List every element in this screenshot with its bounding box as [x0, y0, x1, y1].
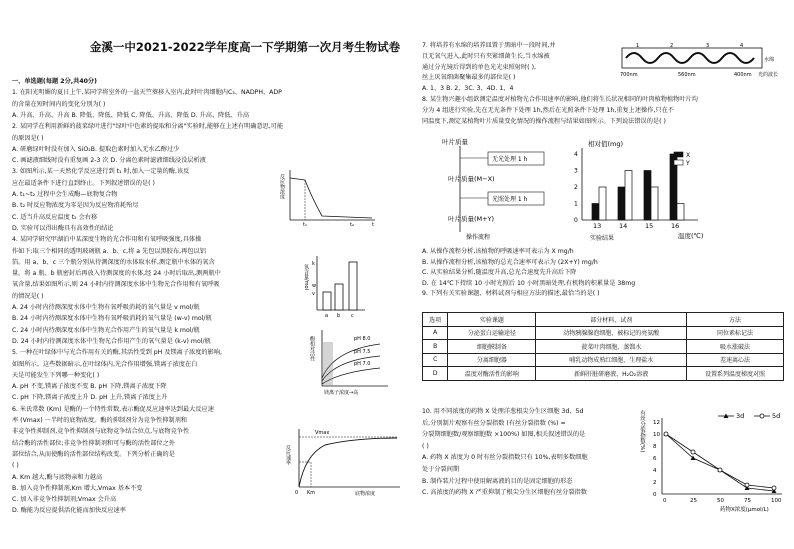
x-tick-label: 100: [771, 498, 782, 504]
legend-swatch-y: [674, 160, 683, 165]
q6-ylabel: 反应速率: [285, 445, 291, 465]
q6-zero: 0: [295, 490, 299, 496]
q8-option-line: 9. 下列有关实验课题、材料试剂与相应方法的描述,最恰当的是( ): [422, 290, 600, 298]
x-tick-label: 0: [663, 498, 667, 504]
y-tick-label: 1: [574, 200, 578, 208]
x-axis-label: 药物X浓度(μmol/L): [720, 507, 769, 513]
table-row: [423, 326, 784, 340]
q4-bar-b: b: [337, 313, 341, 319]
y-tick-label: 8: [653, 444, 657, 450]
q4-bar-a: a: [325, 313, 329, 319]
q4-tick-k: k: [312, 261, 315, 267]
table-cell: 差速离心法: [687, 353, 784, 367]
question-text-line: 3. 如图所示,某一天然化学反应进行到 t₁ 时,加入一定量的酶,该反: [12, 168, 190, 176]
x-tick-label: 16: [671, 222, 680, 230]
q9-table: [422, 312, 784, 381]
q10-text-line: ( ): [422, 442, 429, 450]
table-cell: 细胞膜制备: [448, 340, 536, 354]
table-cell: 菠菜叶肉细胞、蒸馏水: [536, 340, 687, 354]
q10-text-line: A. 药物 X 浓度为 0 时有丝分裂指数只有 10%,表明多数细胞: [422, 454, 588, 462]
question-text-line: 1. 在阳光明媚的夏日上午,某同学将室外的一盆天竺葵移入室内,此时叶肉细胞内C₃、NADPH、ADP: [12, 89, 282, 97]
table-cell: B: [423, 340, 448, 354]
x-tick-label: 25: [690, 498, 697, 504]
q5-curve-ph7: pH 7.0: [354, 361, 371, 367]
q8-option-line: D. 在 14℃下持续 10 小时光照后 10 小时黑暗处理,有机物的积累量是 38mg: [422, 279, 636, 287]
series-line-3d: [666, 434, 774, 491]
table-header-cell: 实验课题: [448, 313, 536, 327]
table-header-cell: 方法: [687, 313, 784, 327]
y-tick-label: 2: [574, 184, 578, 191]
bar-y: [599, 187, 606, 220]
question-text-line: 的含量在短时间内的变化分别为( ): [12, 100, 106, 108]
q8-option-line: A. 从操作流程分析,该植物的呼吸速率可表示为 X mg/h: [422, 248, 574, 255]
question-text-line: C. 适当升高反应温度 t₂ 会右移: [12, 213, 98, 221]
table-cell: 设置系列温度梯度对照: [687, 367, 784, 381]
question-text-line: 率 (Vmax) 一半时的底物浓度。酶的抑制剂分为竞争性抑制剂和: [12, 417, 187, 424]
point-5d: [772, 486, 776, 490]
y-tick-label: 12: [653, 420, 660, 426]
q5-enzyme-activity-figure: [310, 328, 390, 398]
question-text-line: 分为 4 组进行实验,先在无光条件下处理 1h,然后在光照条件下处理 1h,重复上述操作,只在不: [422, 106, 674, 114]
legend-label-y: Y: [686, 160, 690, 167]
q8-flow-figure: [432, 136, 547, 242]
q8-flow-step-5: 叶片质量(M+Y): [448, 215, 495, 223]
q8-flow-caption: 操作流程: [466, 234, 491, 241]
question-text-line: C. 24 小时内待测深度水体中生物光合作用产生的氧气量是 k mol/瓶: [12, 326, 200, 334]
q10-text-line: C. 高浓度的药物 X 严重抑制了根尖分生区细胞有丝分裂指数: [422, 489, 587, 497]
legend-label-3d: 3d: [736, 412, 745, 420]
y-axis-label: 有丝分裂指数(%): [639, 410, 645, 453]
question-text-line: 如图所示。这些数据暗示,在叶绿体内,光合作用增强,镁离子浓度在白: [12, 360, 198, 368]
bar-y: [651, 187, 658, 220]
table-row: [423, 367, 784, 381]
table-cell: 分泌蛋白运输途径: [448, 326, 536, 340]
q3-t: t: [372, 222, 374, 228]
q7-num-1: 1: [636, 43, 640, 49]
q6-xlabel: 底物浓度: [355, 491, 376, 497]
q6-km-figure: [285, 425, 405, 500]
question-text-line: A. 1、3 B. 2、3C. 3、4D. 1、4: [422, 85, 514, 93]
question-text-line: 量。将 a 瓶、b 瓶密封后再放入待测深度的水体,经 24 小时后取出,测两瓶中: [12, 270, 221, 278]
x-tick-label: 50: [717, 498, 724, 504]
table-cell: 动物胰腺腺泡细胞、被标记的亮氨酸: [536, 326, 687, 340]
result-caption: 实验结果: [590, 235, 615, 242]
question-text-line: A. 升高、升高、升高 B. 降低、降低、降低 C. 降低、升高、降低 D. 升高、降低、升高: [12, 111, 250, 119]
q7-label-560: 560nm: [678, 72, 696, 78]
table-cell: 温度对酶活性的影响: [448, 367, 536, 381]
question-text-line: B. 24 小时内待测深度水体中生物有氧呼吸消耗的氧气量是 (w-v) mol/瓶: [12, 315, 212, 323]
x-tick-label: 14: [619, 222, 628, 230]
table-header-row: [423, 313, 784, 327]
q7-label-400: 400nm: [734, 72, 752, 78]
q4-ylabel: 氧含量/mol: [303, 264, 309, 291]
legend-label-x: X: [686, 152, 691, 159]
q10-text-line: 分裂期细胞数/观察细胞数 ×100%) 如图,相关叙述错误的是: [422, 431, 586, 439]
question-text-line: B. 加入竞争性抑制剂,Km 增大,Vmax 基本不变: [12, 484, 143, 492]
q3-reaction-curve-figure: [280, 168, 380, 228]
table-header-cell: 选项: [423, 313, 448, 327]
q4-oxygen-bar-figure: [303, 254, 367, 320]
question-text-line: 4. 某同学研究甲湖泊中某深度生物的光合作用和有氧呼吸强度,具体操: [12, 236, 202, 244]
question-text-line: 7. 将培养有水绵的培养皿置于黑暗中一段时间,并: [422, 42, 556, 49]
y-tick-label: 4: [653, 468, 657, 474]
y-tick-label: 3: [574, 167, 578, 175]
table-cell: 同位素标记法: [687, 326, 784, 340]
legend-marker-5d: [760, 414, 764, 418]
point-5d: [745, 483, 749, 487]
x-axis-label: 温度(℃): [678, 232, 704, 240]
bar-x: [618, 187, 625, 220]
bar-x: [644, 171, 651, 221]
y-axis-label: 相对值(mg): [588, 140, 624, 148]
table-cell: A: [423, 326, 448, 340]
question-text-line: C. 画滤液细线时没有重复画 2-3 次 D. 分离色素时滤液细线浸没层析液: [12, 157, 206, 165]
question-text-line: 应在最适条件下进行直到终止。下列叙述错误的是( ): [12, 179, 155, 187]
q7-note-wavelength: 光的波长: [758, 72, 779, 78]
legend-label-5d: 5d: [772, 412, 781, 420]
question-text-line: 部位结合,从而使酶的活性部位结构改变。下列分析正确的是: [12, 450, 175, 458]
q7-num-2: 2: [670, 43, 674, 49]
question-text-line: B. t₂ 时反应物浓度为零是因为反应物消耗殆尽: [12, 202, 139, 210]
q4-tick-v: v: [312, 291, 315, 297]
y-tick-label: 2: [653, 480, 657, 486]
q5-xlabel: 镁离子浓度→高: [324, 390, 359, 396]
question-text-line: 结合酶的活性部位;非竞争性抑制剂和可与酶的活性部位之外: [12, 439, 175, 447]
y-tick-label: 6: [653, 456, 657, 462]
question-text-line: 丝上厌氧细菌聚集最多的部位是( ): [422, 74, 516, 82]
q8-flow-step-4: 光照处理 1 h: [492, 196, 528, 203]
question-text-line: 一、单选题(每题 2分,共40分): [12, 78, 97, 85]
question-text-line: 6. 米氏常数 (Km) 是酶的一个特性常数,表示酶促反应速率达到最大反应速: [12, 405, 214, 413]
question-text-line: 8. 某生物兴趣小组欲测定温度对植物光合作用速率的影响,他们将生长状况相同的叶肉植物植物叶片均: [422, 96, 698, 103]
question-text-line: 5. 一种在叶绿体中与光合作用有关的酶,其活性受到 pH 及镁离子浓度的影响,: [12, 349, 222, 357]
page-title: 金溪一中2021-2022学年度高一下学期第一次月考生物试卷: [89, 40, 401, 54]
point-5d: [718, 468, 722, 472]
question-text-line: A. t₁~t₂ 过程中会生成酶—底物复合物: [12, 191, 118, 198]
q8-flow-step-1: 叶片质量: [442, 138, 468, 146]
q10-mitotic-index-chart: [640, 406, 790, 518]
q4-bar-c: c: [351, 313, 354, 319]
question-text-line: A. pH 不变,镁离子浓度不变 B. pH 下降,镁离子浓度下降: [12, 383, 167, 391]
q6-vmax: Vmax: [315, 430, 330, 436]
q5-curve-ph75: pH 7.5: [354, 349, 371, 355]
q5-curve-ph8: pH 8.0: [354, 336, 371, 342]
legend-swatch-x: [674, 152, 683, 157]
table-cell: 新鲜肝脏研磨液、H₂O₂溶液: [536, 367, 687, 381]
question-text-line: 作如下:取三个相同的透明玻璃瓶 a、b、c,将 a 先包以黑胶布,再包以铝: [12, 247, 206, 255]
point-5d: [664, 432, 668, 436]
bar-y: [677, 204, 684, 221]
question-text-line: 非竞争性抑制剂,竞争性抑制剂与底物竞争结合位点,与底物竞争性: [12, 428, 190, 436]
question-text-line: ( ): [12, 462, 19, 470]
q8-option-line: C. 从实验结果分析,随温度升高,总光合速度先升高后下降: [422, 269, 577, 277]
table-cell: 吸水涨破法: [687, 340, 784, 354]
q10-text-line: 后,分别制片观察有丝分裂指数 (有丝分裂指数 (%) =: [422, 419, 566, 427]
y-tick-label: 4: [574, 151, 578, 158]
table-header-cell: 部分材料、试剂: [536, 313, 687, 327]
question-text-line: D. 实验可以得出酶具有高效性的结论: [12, 224, 114, 232]
q10-text-line: 10. 用不同浓度的药物 X 处理洋葱根尖分生区细胞 3d、5d: [422, 408, 584, 415]
question-text-line: D. 24 小时内待测深度水体中生物光合作用产生的氧气量是 (k-v) mol/瓶: [12, 337, 211, 345]
x-tick-label: 15: [645, 222, 654, 230]
q7-num-4: 4: [740, 43, 744, 49]
point-5d: [691, 450, 695, 454]
question-text-line: C. pH 下降,镁离子浓度上升 D. pH 上升,镁离子浓度上升: [12, 394, 168, 402]
table-row: [423, 353, 784, 367]
q8-result-chart: [560, 138, 710, 244]
table-cell: 哺乳动物成熟红细胞、生理盐水: [536, 353, 687, 367]
y-tick-label: 10: [653, 432, 660, 438]
series-line-5d: [666, 434, 774, 488]
question-text-line: A. 研磨绿叶时没有加入 SiO₂B. 提取色素时加入无水乙醇过少: [12, 145, 180, 153]
question-text-line: 的原因是( ): [12, 134, 44, 142]
y-tick-label: 0: [574, 217, 578, 224]
q7-spirogyra-figure: [618, 40, 788, 82]
question-text-line: 箔。用 a、b、c 三个瓶分别从待测深度的水体取水样,测定瓶中水体的氧含: [12, 258, 215, 266]
question-text-line: 氧含量,结果如图所示,则 24 小时内待测深度水体中生物光合作用和有氧呼吸: [12, 281, 220, 289]
q4-tick-w: w: [312, 283, 317, 289]
q7-label-700: 700nm: [620, 72, 638, 78]
q10-text-line: B. 制作装片过程中使用解离液的目的是固定细胞的形态: [422, 477, 573, 485]
question-text-line: A. 24 小时内待测深度水体中生物有氧呼吸消耗的氧气量是 v mol/瓶: [12, 304, 200, 311]
question-text-line: 同温度下,测定某植物叶片质量变化情况的操作流程与结果如图所示。下列说法错误的是( ): [422, 117, 666, 125]
q10-text-line: 处于分裂间期: [422, 466, 460, 473]
q3-t1: t₁: [303, 222, 307, 228]
table-cell: 分离细胞器: [448, 353, 536, 367]
bar-x: [592, 204, 599, 221]
table-row: [423, 340, 784, 354]
question-text-line: 通过分光镜后得到的单色光光束照射时( ),: [422, 63, 536, 71]
x-tick-label: 75: [744, 498, 751, 504]
x-tick-label: 13: [593, 222, 602, 230]
question-text-line: 的情况是( ): [12, 292, 44, 300]
q8-flow-step-2: 无光处理 1 h: [492, 156, 528, 163]
question-text-line: D. 酶能为反应提供活化能而加快反应速率: [12, 507, 126, 515]
q7-note-spirogyra: 水绵: [764, 57, 775, 63]
question-text-line: A. Km 越大,酶与底物亲和力越高: [12, 473, 103, 481]
q8-option-line: B. 从操作流程分析,该植物的总光合速率可表示为 (2X+Y) mg/h: [422, 258, 598, 266]
question-text-line: C. 加入非竞争性抑制剂,Vmax 会升高: [12, 496, 117, 504]
q3-t2: t₂: [350, 222, 354, 228]
q8-flow-step-3: 叶片质量(M−X): [448, 175, 495, 183]
q3-ylabel: 反应物浓度: [279, 174, 285, 199]
table-cell: D: [423, 367, 448, 381]
q5-ylabel: 酶相对活性: [309, 336, 315, 361]
y-tick-label: 0: [653, 492, 657, 498]
table-cell: C: [423, 353, 448, 367]
question-text-line: 天是可能发生下列哪一种变化( ): [12, 371, 100, 379]
bar-y: [625, 171, 632, 221]
question-text-line: 2. 某同学在利用新鲜的菠菜绿叶进行"绿叶中色素的提取和分离"实验时,能够在上述有明确意思,可能: [12, 123, 284, 131]
question-text-line: 且无氧气进入,此时只有夹紧细菌生长,当水绵被: [422, 52, 550, 60]
q7-num-3: 3: [706, 43, 710, 49]
q6-km: Km: [307, 490, 316, 496]
